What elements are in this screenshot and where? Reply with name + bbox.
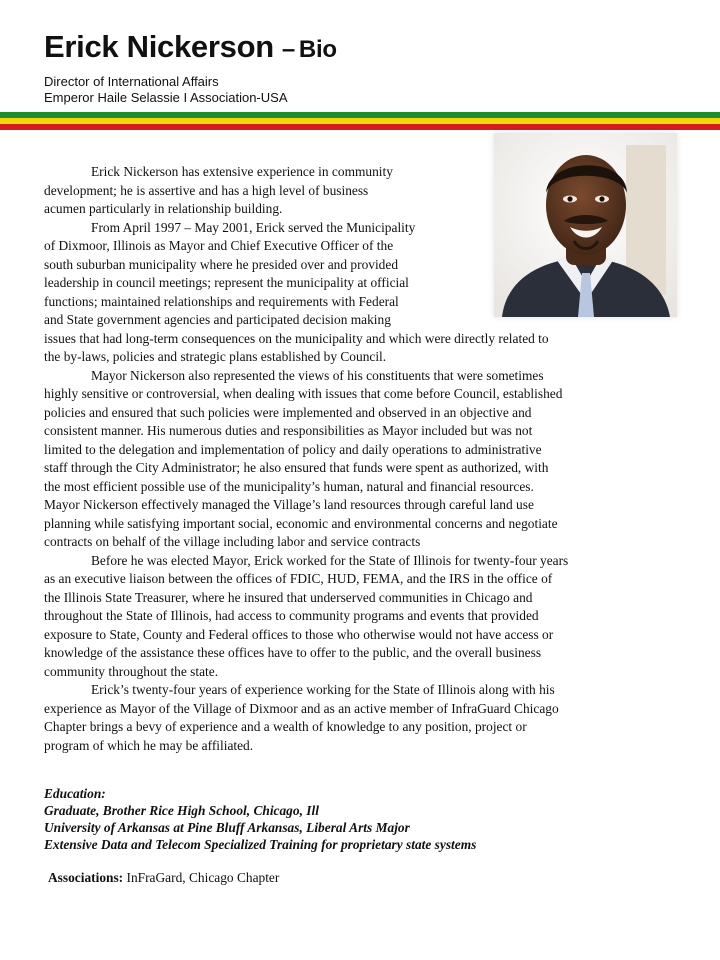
text-line: policies and ensured that such policies were implemented and observed in an objective and (44, 404, 532, 420)
text-line: acumen particularly in relationship building. (44, 201, 283, 216)
person-name: Erick Nickerson (44, 29, 274, 64)
text-line: knowledge of the assistance these offices have to offer to the public, and the overall business (44, 645, 542, 660)
title-dash: – (281, 36, 295, 63)
job-title: Director of International Affairs (44, 74, 219, 89)
education-item: University of Arkansas at Pine Bluff Arkansas, Liberal Arts Major (44, 820, 410, 835)
text-line: and State government agencies and participated decision making (44, 312, 391, 327)
text-line: the by-laws, policies and strategic plans established by Council. (44, 349, 387, 364)
document-header (44, 30, 337, 106)
text-line: functions; maintained relationships and requirements with Federal (44, 293, 399, 309)
text-line: contracts on behalf of the village including labor and service contracts (44, 534, 421, 549)
text-line: Erick’s twenty-four years of experience working for the State of Illinois along with his (91, 682, 555, 697)
text-line: the Illinois State Treasurer, where he insured that underserved communities in Chicago and (44, 589, 533, 605)
text-line: Mayor Nickerson also represented the views of his constituents that were sometimes (91, 367, 544, 383)
text-line: staff through the City Administrator; he also ensured that funds were spent as authorized, with (44, 460, 549, 475)
associations-label: Associations: (48, 870, 124, 885)
text-line: throughout the State of Illinois, had access to community programs and events that provided (44, 608, 539, 623)
text-line: south suburban municipality where he presided over and provided (44, 256, 399, 272)
education-section (44, 785, 684, 853)
text-line: community throughout the state. (44, 663, 219, 679)
text-line: development; he is assertive and has a high level of business (44, 182, 369, 198)
associations-value: InFraGard, Chicago Chapter (126, 870, 280, 885)
text-line: issues that had long-term consequences on the municipality and which were directly related to (44, 330, 549, 346)
text-line: highly sensitive or controversial, when dealing with issues that come before Council, established (44, 386, 563, 401)
text-line: leadership in council meetings; represent the municipality at official (44, 275, 409, 290)
text-line: exposure to State, County and Federal offices to those who otherwise would not have access or (44, 626, 554, 642)
education-item: Graduate, Brother Rice High School, Chicago, Ill (44, 803, 319, 818)
page-title (44, 30, 337, 67)
text-line: program of which he may be affiliated. (44, 737, 254, 753)
title-bio: Bio (298, 36, 337, 63)
text-line: as an executive liaison between the offices of FDIC, HUD, FEMA, and the IRS in the office of (44, 571, 553, 586)
education-heading: Education: (44, 786, 106, 801)
text-line: Mayor Nickerson effectively managed the Village’s land resources through careful land use (44, 497, 534, 512)
associations-section (48, 869, 279, 886)
subtitle (44, 74, 337, 106)
text-line: Chapter brings a bevy of experience and a wealth of knowledge to any position, project or (44, 719, 527, 734)
text-line: limited to the delegation and implementation of policy and daily operations to administrative (44, 441, 542, 457)
text-line: experience as Mayor of the Village of Dixmoor and as an active member of InfraGuard Chicago (44, 700, 559, 716)
text-line: planning while satisfying important social, economic and environmental concerns and negotiate (44, 515, 558, 531)
text-line: From April 1997 – May 2001, Erick served the Municipality (91, 219, 416, 235)
bio-text (44, 163, 674, 755)
text-line: of Dixmoor, Illinois as Mayor and Chief Executive Officer of the (44, 238, 394, 253)
text-line: Erick Nickerson has extensive experience in community (91, 164, 393, 179)
organization: Emperor Haile Selassie I Association-USA (44, 90, 288, 105)
color-stripes (0, 112, 720, 130)
stripe-red (0, 124, 720, 130)
text-line: the most efficient possible use of the municipality’s human, natural and financial resources. (44, 478, 534, 494)
text-line: Before he was elected Mayor, Erick worked for the State of Illinois for twenty-four years (91, 552, 569, 568)
text-line: consistent manner. His numerous duties and responsibilities as Mayor included but was not (44, 423, 533, 438)
education-item: Extensive Data and Telecom Specialized Training for proprietary state systems (44, 837, 477, 852)
